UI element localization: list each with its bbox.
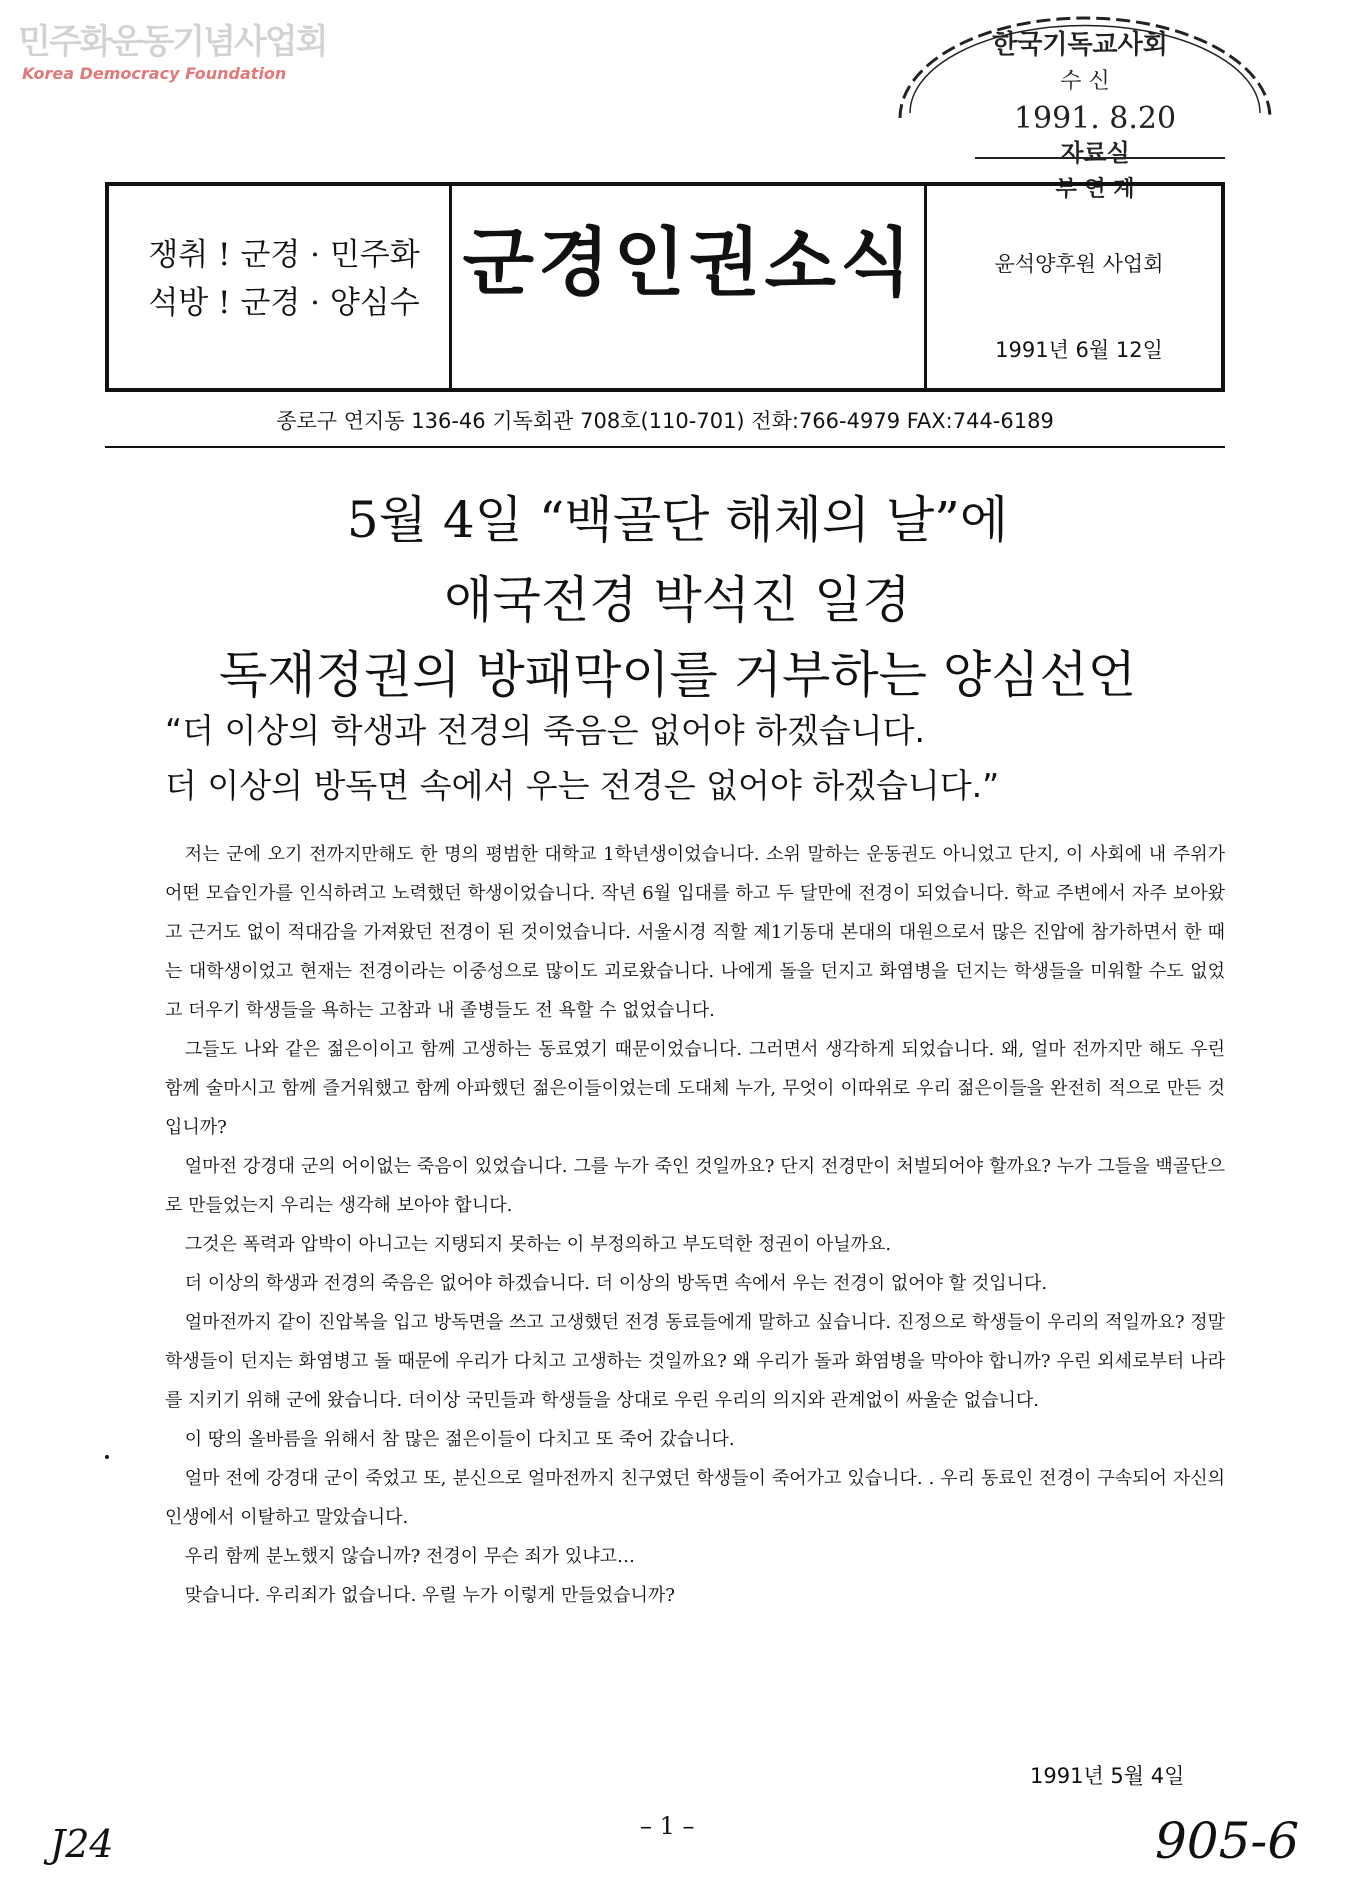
newsletter-title: 군경인권소식 bbox=[462, 220, 916, 306]
body-paragraph: 더 이상의 학생과 전경의 죽음은 없어야 하겠습니다. 더 이상의 방독면 속에서 우는 전경이 없어야 할 것입니다. bbox=[184, 1273, 1048, 1294]
body-paragraph: 저는 군에 오기 전까지만해도 한 명의 평범한 대학교 1학년생이었습니다. 소위 말하는 운동권도 아니었고 단지, 이 사회에 내 주위가 어떤 모습인가를 인식하려고 노력했던 학생이었습니다. 작년 6월 입대를 하고 두 달만에 전경이 되었습니다. 학교 주변에서 자주 보아왔고 근거도 없이 적대감을 가져왔던 전경이 된 것이었습니다. 서울시경 직할 제1기동대 본대의 대원으로서 많은 진압에 참가하면서 한 때는 대학생이었고 현재는 전경이라는 이중성으로 많이도 괴로왔습니다. 나에게 돌을 던지고 화염병을 던지는 학생들을 미워할 수도 없었고 더우기 학생들을 욕하는 고참과 내 졸병들도 전 욕할 수 없었습니다. bbox=[165, 844, 1225, 1021]
stamp-dept-text: 자료실 bbox=[1060, 138, 1130, 167]
masthead-slogan bbox=[119, 231, 449, 327]
body-paragraph: 우리 함께 분노했지 않습니까? 전경이 무슨 죄가 있냐고… bbox=[184, 1546, 636, 1567]
stamp-org-text: 한국기독교사회 bbox=[992, 30, 1168, 60]
signature-date: 1991년 5월 4일 bbox=[1030, 1764, 1185, 1788]
slogan-line-1: 쟁취 ! 군경 · 민주화 bbox=[148, 237, 420, 273]
body-paragraph: 얼마 전에 강경대 군이 죽었고 또, 분신으로 얼마전까지 친구였던 학생들이 죽어가고 있습니다. . 우리 동료인 전경이 구속되어 자신의 인생에서 이탈하고 말았습니다. bbox=[165, 1468, 1225, 1528]
body-paragraph: 얼마전 강경대 군의 어이없는 죽음이 있었습니다. 그를 누가 죽인 것일까요? 단지 전경만이 처벌되어야 할까요? 누가 그들을 백골단으로 만들었는지 우리는 생각해 보아야 합니다. bbox=[165, 1156, 1225, 1216]
headline-line-1: 5월 4일 “백골단 해체의 날”에 bbox=[346, 491, 1009, 549]
masthead-box bbox=[105, 182, 1225, 392]
masthead-divider bbox=[924, 186, 927, 388]
contact-address: 종로구 연지동 136-46 기독회관 708호(110-701) 전화:766-4979 FAX:744-6189 bbox=[276, 409, 1054, 433]
body-paragraph: 그것은 폭력과 압박이 아니고는 지탱되지 못하는 이 부정의하고 부도덕한 정권이 아닐까요. bbox=[184, 1234, 892, 1255]
headline-line-3: 독재정권의 방패막이를 거부하는 양심선언 bbox=[218, 646, 1137, 704]
body-paragraph: 맞습니다. 우리죄가 없습니다. 우릴 누가 이렇게 만들었습니까? bbox=[184, 1585, 675, 1606]
page-number: – 1 – bbox=[640, 1812, 695, 1840]
received-stamp bbox=[880, 8, 1280, 208]
publisher-organization: 윤석양후원 사업회 bbox=[994, 252, 1164, 276]
stamp-bottom-text: 부 연 계 bbox=[1055, 176, 1135, 202]
stamp-received-text: 수 신 bbox=[1060, 69, 1110, 94]
body-paragraph: 그들도 나와 같은 젊은이이고 함께 고생하는 동료였기 때문이었습니다. 그러면서 생각하게 되었습니다. 왜, 얼마 전까지만 해도 우린 함께 술마시고 함께 즐거워했고 함께 아파했던 젊은이들이었는데 도대체 누가, 무엇이 이따위로 우리 젊은이들을 완전히 적으로 만든 것입니까? bbox=[165, 1039, 1225, 1138]
handwritten-note-right: 905-6 bbox=[1155, 1812, 1300, 1870]
headline-line-2: 애국전경 박석진 일경 bbox=[444, 571, 911, 629]
slogan-line-2: 석방 ! 군경 · 양심수 bbox=[148, 285, 420, 321]
declaration-body bbox=[165, 835, 1225, 1615]
body-paragraph: 이 땅의 올바름을 위해서 참 많은 젊은이들이 다치고 또 죽어 갔습니다. bbox=[184, 1429, 735, 1450]
stray-mark bbox=[105, 1455, 109, 1459]
quote-line-1: “더 이상의 학생과 전경의 죽음은 없어야 하겠습니다. bbox=[165, 711, 925, 750]
quote-line-2: 더 이상의 방독면 속에서 우는 전경은 없어야 하겠습니다.” bbox=[165, 766, 1000, 805]
watermark-english: Korea Democracy Foundation bbox=[22, 64, 287, 83]
stamp-date-text: 1991. 8.20 bbox=[1013, 101, 1177, 136]
handwritten-note-left: J24 bbox=[50, 1822, 114, 1866]
watermark-korean: 민주화운동기념사업회 bbox=[18, 22, 327, 62]
masthead-divider bbox=[449, 186, 452, 388]
issue-date: 1991년 6월 12일 bbox=[995, 338, 1163, 362]
body-paragraph: 얼마전까지 같이 진압복을 입고 방독면을 쓰고 고생했던 전경 동료들에게 말하고 싶습니다. 진정으로 학생들이 우리의 적일까요? 정말 학생들이 던지는 화염병고 돌 때문에 우리가 다치고 고생하는 것일까요? 왜 우리가 돌과 화염병을 막아야 합니까? 우린 외세로부터 나라를 지키기 위해 군에 왔습니다. 더이상 국민들과 학생들을 상대로 우린 우리의 의지와 관계없이 싸울순 없습니다. bbox=[165, 1312, 1226, 1411]
address-rule bbox=[105, 446, 1225, 448]
